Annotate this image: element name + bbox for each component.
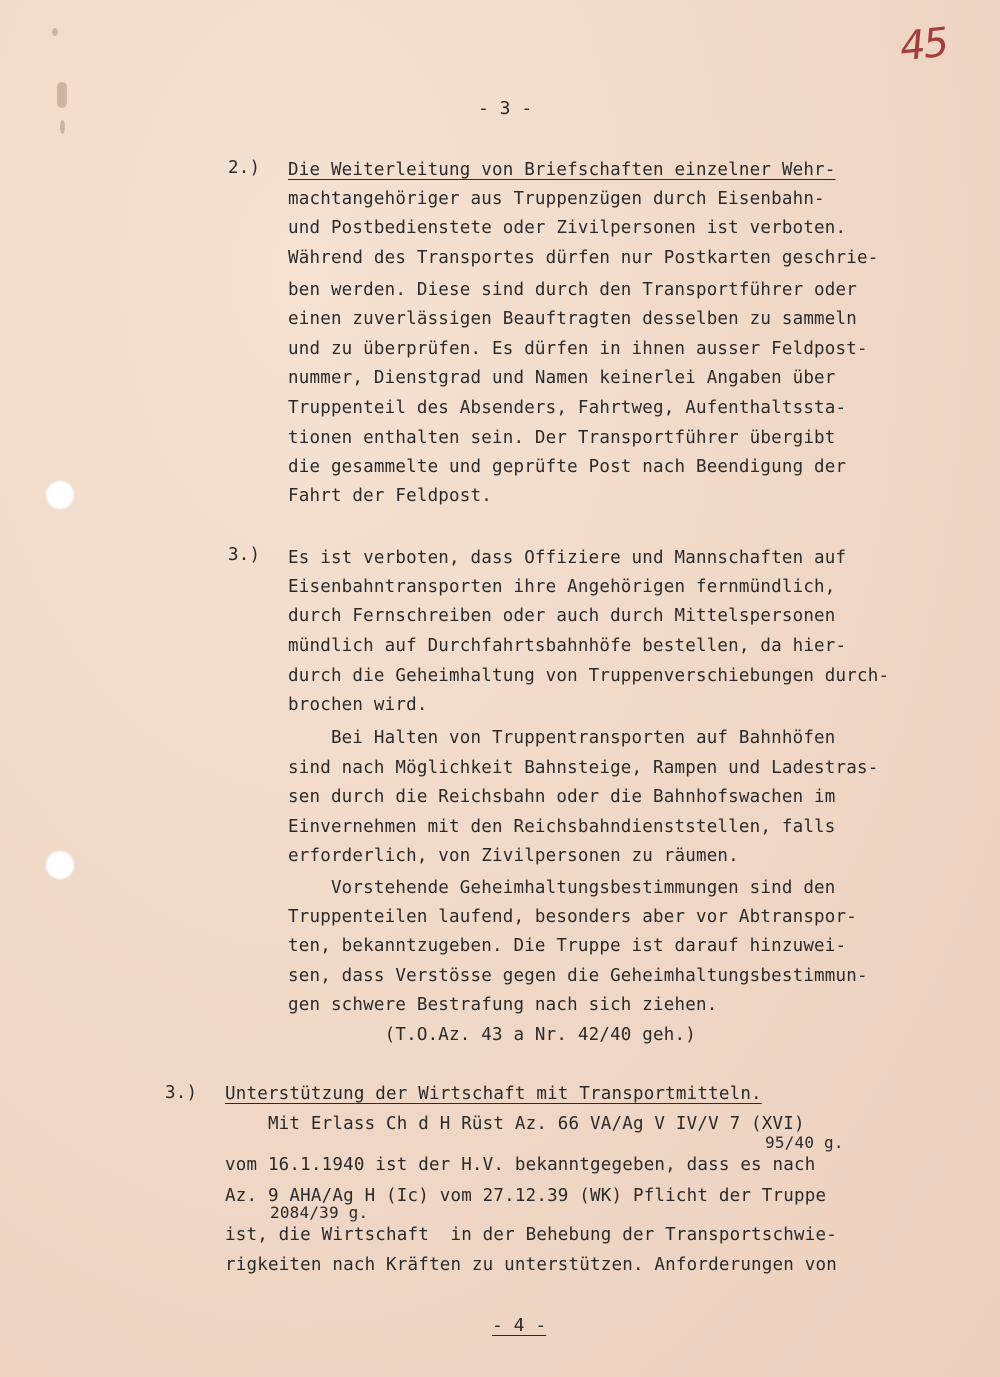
section-number: 3.) [228, 545, 261, 565]
punch-hole-bottom [45, 850, 75, 880]
text-line: die gesammelte und geprüfte Post nach Beendigung der [288, 457, 847, 477]
text-line: gen schwere Bestrafung nach sich ziehen. [288, 995, 718, 1015]
text-line: machtangehöriger aus Truppenzügen durch Eisenbahn- [288, 189, 825, 209]
text-line: ben werden. Diese sind durch den Transportführer oder [288, 280, 858, 300]
section-number: 2.) [228, 158, 261, 178]
rust-spot [52, 28, 58, 36]
section-title: Unterstützung der Wirtschaft mit Transportmitteln. [225, 1084, 762, 1104]
text-line: sen, dass Verstösse gegen die Geheimhaltungsbestimmun- [288, 966, 868, 986]
text-line: und zu überprüfen. Es dürfen in ihnen ausser Feldpost- [288, 339, 868, 359]
text-line: rigkeiten nach Kräften zu unterstützen. Anforderungen von [225, 1255, 837, 1275]
fraction-denominator: 95/40 g. [765, 1133, 844, 1152]
text-line: Truppenteil des Absenders, Fahrtweg, Aufenthaltssta- [288, 398, 847, 418]
text-line: vom 16.1.1940 ist der H.V. bekanntgegeben, dass es nach [225, 1155, 816, 1175]
next-page-indicator: - 4 - [492, 1315, 547, 1336]
text-line: einen zuverlässigen Beauftragten desselben zu sammeln [288, 309, 858, 329]
text-line: durch die Geheimhaltung von Truppenverschiebungen durch- [288, 666, 890, 686]
staple-mark [57, 82, 67, 108]
text-line: Die Weiterleitung von Briefschaften einzelner Wehr- [288, 160, 836, 180]
text-line: Az. 9 AHA/Ag H (Ic) vom 27.12.39 (WK) Pflicht der Truppe [225, 1186, 827, 1206]
text-line: nummer, Dienstgrad und Namen keinerlei Angaben über [288, 368, 836, 388]
text-line: Eisenbahntransporten ihre Angehörigen fernmündlich, [288, 577, 836, 597]
text-line: Truppenteilen laufend, besonders aber vor Abtranspor- [288, 907, 858, 927]
text-line: brochen wird. [288, 695, 428, 715]
text-line: Während des Transportes dürfen nur Postkarten geschrie- [288, 248, 879, 268]
text-line: und Postbedienstete oder Zivilpersonen ist verboten. [288, 218, 847, 238]
text-line: ten, bekanntzugeben. Die Truppe ist darauf hinzuwei- [288, 936, 847, 956]
text-line: Vorstehende Geheimhaltungsbestimmungen sind den [288, 878, 836, 898]
text-line: mündlich auf Durchfahrtsbahnhöfe bestellen, da hier- [288, 636, 847, 656]
punch-hole-top [45, 480, 75, 510]
text-line: Fahrt der Feldpost. [288, 486, 492, 506]
text-line: Mit Erlass Ch d H Rüst Az. 66 VA/Ag V IV/V 7 (XVI) [225, 1114, 805, 1134]
text-line: sind nach Möglichkeit Bahnsteige, Rampen und Ladestras- [288, 758, 879, 778]
text-line: erforderlich, von Zivilpersonen zu räumen. [288, 846, 739, 866]
text-line: Bei Halten von Truppentransporten auf Bahnhöfen [288, 728, 836, 748]
text-line: Es ist verboten, dass Offiziere und Mannschaften auf [288, 548, 847, 568]
rust-spot-2 [60, 120, 65, 134]
text-line: sen durch die Reichsbahn oder die Bahnhofswachen im [288, 787, 836, 807]
text-line: ist, die Wirtschaft in der Behebung der Transportschwie- [225, 1225, 837, 1245]
handwritten-page-number: 45 [897, 19, 950, 71]
page-number: - 3 - [478, 98, 533, 119]
text-line: Einvernehmen mit den Reichsbahndienststellen, falls [288, 817, 836, 837]
text-line: tionen enthalten sein. Der Transportführer übergibt [288, 428, 836, 448]
text-line: durch Fernschreiben oder auch durch Mittelspersonen [288, 606, 836, 626]
fraction-denominator: 2084/39 g. [270, 1203, 369, 1222]
reference-line: (T.O.Az. 43 a Nr. 42/40 geh.) [288, 1025, 696, 1045]
section-number: 3.) [165, 1083, 198, 1103]
